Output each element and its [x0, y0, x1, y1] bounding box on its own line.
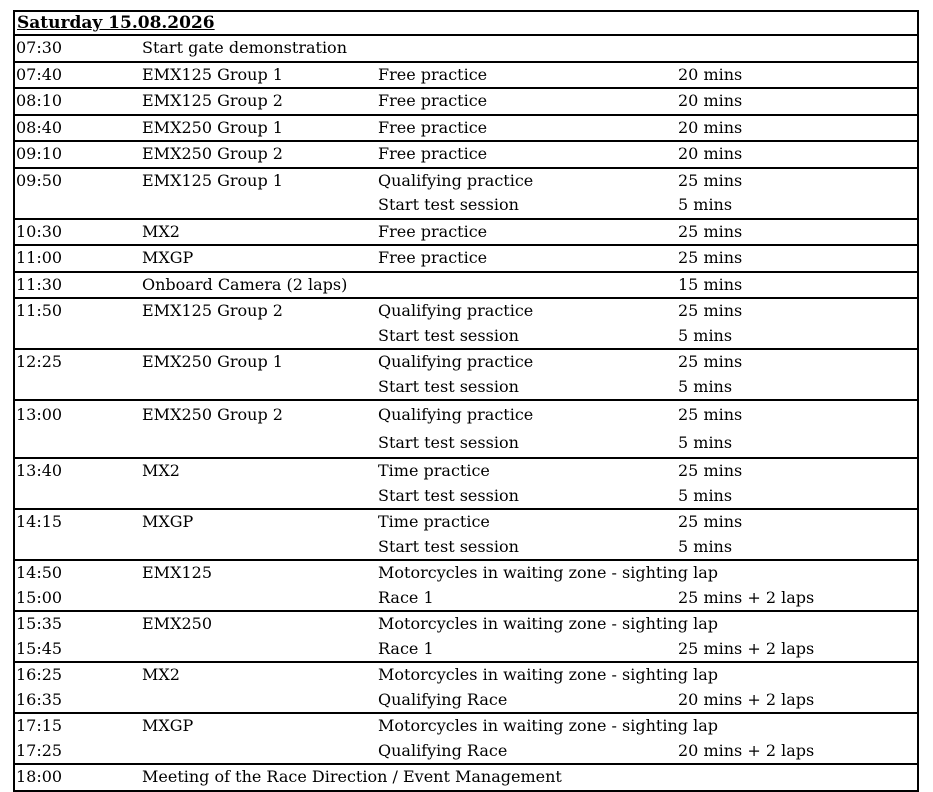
- schedule-row: [15, 561, 917, 612]
- schedule-line: [15, 739, 917, 764]
- session-cell: Start test session: [378, 195, 519, 214]
- duration-cell: 20 mins + 2 laps: [678, 689, 815, 709]
- schedule-line: [15, 612, 917, 637]
- class-cell: EMX125 Group 2: [142, 91, 283, 110]
- duration-cell: 25 mins: [678, 170, 743, 190]
- class-cell: MXGP: [142, 248, 194, 267]
- duration-cell: 20 mins: [678, 144, 743, 163]
- duration-cell: 20 mins: [678, 91, 743, 110]
- schedule-row: [15, 116, 917, 143]
- schedule-line: [15, 637, 917, 662]
- schedule-row: [15, 459, 917, 510]
- time-cell: 11:00: [16, 248, 63, 267]
- schedule-line: [15, 429, 917, 457]
- duration-cell: 5 mins: [678, 195, 733, 214]
- duration-cell: 5 mins: [678, 536, 733, 556]
- duration-cell: 5 mins: [678, 433, 733, 452]
- session-cell: Motorcycles in waiting zone - sighting lap: [378, 614, 718, 633]
- schedule-line: [15, 765, 917, 790]
- schedule-row: [15, 714, 917, 765]
- time-cell: 16:35: [16, 689, 63, 709]
- schedule-line: [15, 193, 917, 218]
- schedule-row: [15, 350, 917, 401]
- session-cell: Qualifying practice: [378, 170, 534, 190]
- class-cell: EMX250 Group 2: [142, 144, 283, 163]
- schedule-row: [15, 36, 917, 63]
- class-cell: Onboard Camera (2 laps): [142, 274, 348, 294]
- session-cell: Qualifying practice: [378, 405, 534, 424]
- time-cell: 08:40: [16, 117, 63, 137]
- class-cell: Meeting of the Race Direction / Event Management: [142, 767, 562, 786]
- time-cell: 15:45: [16, 638, 63, 658]
- session-cell: Race 1: [378, 638, 434, 658]
- duration-cell: 5 mins: [678, 376, 733, 396]
- schedule-row: [15, 510, 917, 561]
- duration-cell: 25 mins: [678, 248, 743, 267]
- time-cell: 18:00: [16, 767, 63, 786]
- duration-cell: 20 mins: [678, 64, 743, 84]
- duration-cell: 25 mins + 2 laps: [678, 587, 815, 607]
- schedule-line: [15, 89, 917, 114]
- schedule-row: [15, 401, 917, 459]
- schedule-line: [15, 535, 917, 560]
- schedule-row: [15, 765, 917, 790]
- session-cell: Start test session: [378, 433, 519, 452]
- time-cell: 14:15: [16, 512, 63, 531]
- session-cell: Start test session: [378, 485, 519, 505]
- class-cell: EMX250 Group 1: [142, 352, 283, 371]
- schedule-row: [15, 273, 917, 300]
- schedule-line: [15, 299, 917, 324]
- schedule-body: [15, 36, 917, 790]
- time-cell: 13:00: [16, 405, 63, 424]
- schedule-row: [15, 612, 917, 663]
- time-cell: 07:30: [16, 38, 63, 57]
- schedule-line: [15, 663, 917, 688]
- duration-cell: 25 mins: [678, 352, 743, 371]
- schedule-line: [15, 324, 917, 349]
- schedule-title: Saturday 15.08.2026: [17, 13, 215, 33]
- session-cell: Motorcycles in waiting zone - sighting lap: [378, 665, 718, 684]
- schedule-line: [15, 401, 917, 429]
- session-cell: Start test session: [378, 325, 519, 345]
- session-cell: Time practice: [378, 512, 490, 531]
- session-cell: Free practice: [378, 248, 488, 267]
- session-cell: Time practice: [378, 461, 490, 480]
- session-cell: Start test session: [378, 536, 519, 556]
- class-cell: Start gate demonstration: [142, 38, 347, 57]
- session-cell: Qualifying Race: [378, 740, 508, 760]
- session-cell: Race 1: [378, 587, 434, 607]
- class-cell: MX2: [142, 665, 180, 684]
- time-cell: 15:00: [16, 587, 63, 607]
- schedule-line: [15, 246, 917, 271]
- schedule-row: [15, 299, 917, 350]
- schedule-header: [15, 12, 917, 36]
- schedule-line: [15, 484, 917, 509]
- duration-cell: 20 mins: [678, 117, 743, 137]
- duration-cell: 25 mins: [678, 512, 743, 531]
- schedule-line: [15, 273, 917, 298]
- time-cell: 17:15: [16, 716, 63, 735]
- schedule-row: [15, 220, 917, 247]
- schedule-line: [15, 714, 917, 739]
- time-cell: 12:25: [16, 352, 63, 371]
- time-cell: 10:30: [16, 221, 63, 241]
- class-cell: EMX125 Group 2: [142, 301, 283, 320]
- schedule-line: [15, 459, 917, 484]
- session-cell: Motorcycles in waiting zone - sighting lap: [378, 563, 718, 582]
- schedule-line: [15, 586, 917, 611]
- session-cell: Qualifying practice: [378, 352, 534, 371]
- class-cell: EMX125 Group 1: [142, 170, 283, 190]
- schedule-row: [15, 63, 917, 90]
- time-cell: 07:40: [16, 64, 63, 84]
- duration-cell: 25 mins: [678, 461, 743, 480]
- time-cell: 16:25: [16, 665, 63, 684]
- schedule-line: [15, 350, 917, 375]
- duration-cell: 25 mins + 2 laps: [678, 638, 815, 658]
- schedule-line: [15, 561, 917, 586]
- time-cell: 11:30: [16, 274, 63, 294]
- schedule-line: [15, 375, 917, 400]
- session-cell: Free practice: [378, 64, 488, 84]
- session-cell: Free practice: [378, 91, 488, 110]
- duration-cell: 25 mins: [678, 221, 743, 241]
- schedule-row: [15, 246, 917, 273]
- time-cell: 09:50: [16, 170, 63, 190]
- duration-cell: 25 mins: [678, 405, 743, 424]
- time-cell: 13:40: [16, 461, 63, 480]
- schedule-line: [15, 688, 917, 713]
- time-cell: 14:50: [16, 563, 63, 582]
- class-cell: EMX250 Group 2: [142, 405, 283, 424]
- schedule-line: [15, 220, 917, 245]
- time-cell: 09:10: [16, 144, 63, 163]
- session-cell: Free practice: [378, 117, 488, 137]
- session-cell: Free practice: [378, 221, 488, 241]
- time-cell: 11:50: [16, 301, 63, 320]
- class-cell: MXGP: [142, 716, 194, 735]
- schedule-line: [15, 116, 917, 141]
- schedule-row: [15, 169, 917, 220]
- class-cell: MX2: [142, 461, 180, 480]
- schedule-row: [15, 89, 917, 116]
- schedule-line: [15, 169, 917, 194]
- session-cell: Start test session: [378, 376, 519, 396]
- time-cell: 08:10: [16, 91, 63, 110]
- class-cell: MX2: [142, 221, 180, 241]
- session-cell: Free practice: [378, 144, 488, 163]
- class-cell: EMX125: [142, 563, 212, 582]
- session-cell: Qualifying practice: [378, 301, 534, 320]
- schedule-row: [15, 663, 917, 714]
- class-cell: MXGP: [142, 512, 194, 531]
- schedule-row: [15, 142, 917, 169]
- duration-cell: 25 mins: [678, 301, 743, 320]
- time-cell: 15:35: [16, 614, 63, 633]
- duration-cell: 20 mins + 2 laps: [678, 740, 815, 760]
- class-cell: EMX250: [142, 614, 212, 633]
- duration-cell: 5 mins: [678, 485, 733, 505]
- schedule-line: [15, 63, 917, 88]
- schedule-table: [13, 10, 919, 792]
- session-cell: Qualifying Race: [378, 689, 508, 709]
- session-cell: Motorcycles in waiting zone - sighting lap: [378, 716, 718, 735]
- time-cell: 17:25: [16, 740, 63, 760]
- schedule-line: [15, 36, 917, 61]
- duration-cell: 15 mins: [678, 274, 743, 294]
- schedule-line: [15, 510, 917, 535]
- class-cell: EMX250 Group 1: [142, 117, 283, 137]
- schedule-line: [15, 142, 917, 167]
- class-cell: EMX125 Group 1: [142, 64, 283, 84]
- duration-cell: 5 mins: [678, 325, 733, 345]
